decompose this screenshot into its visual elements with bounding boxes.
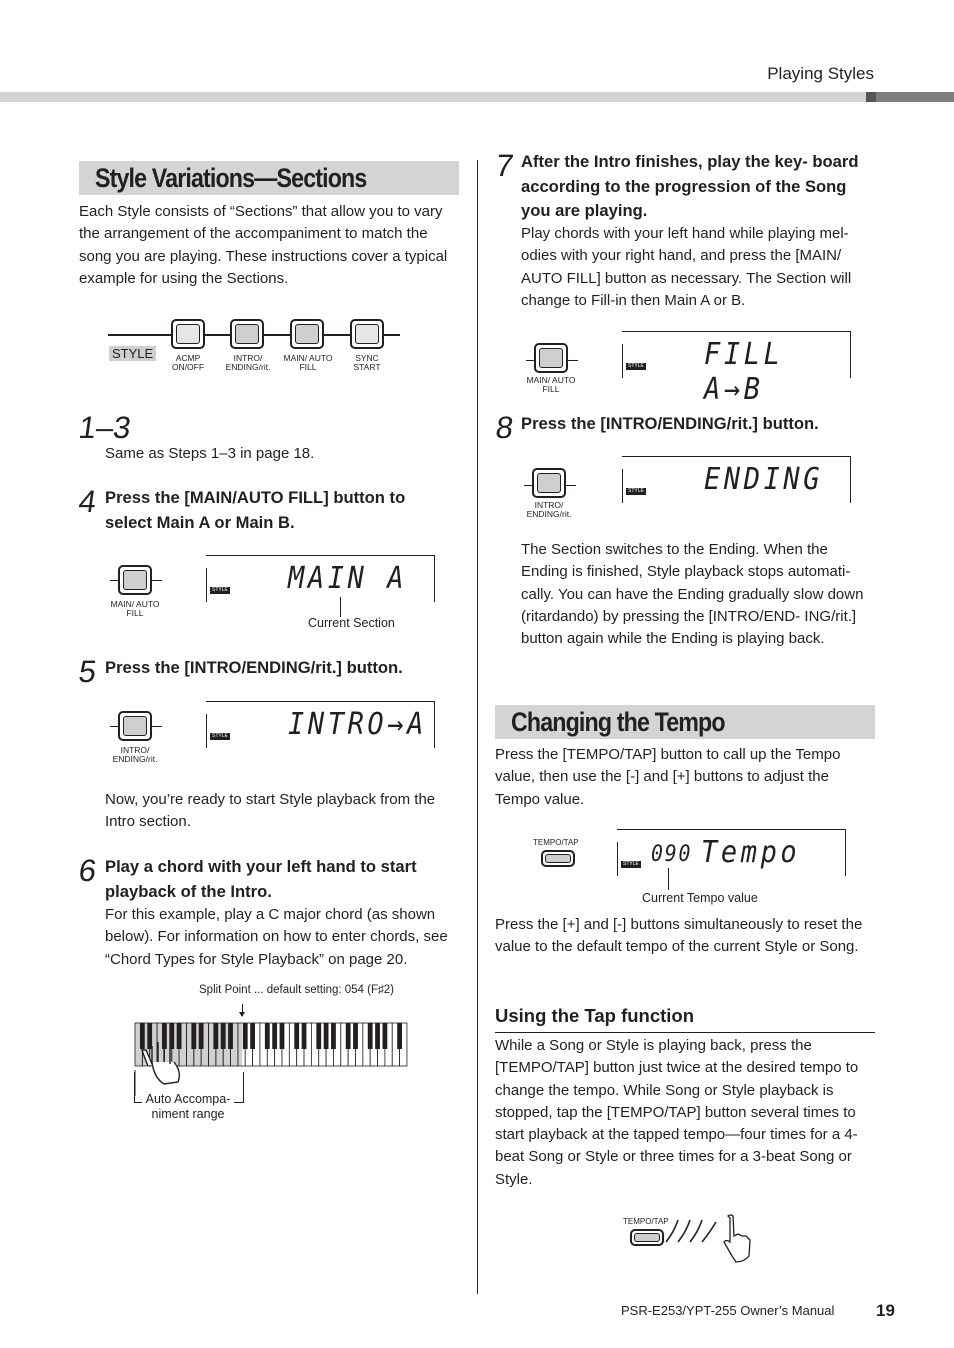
callout-current-section: Current Section (308, 616, 395, 630)
lcd-style-tag: STYLE (212, 587, 228, 593)
sync-start-button[interactable] (350, 319, 384, 349)
footer-manual-title: PSR-E253/YPT-255 Owner’s Manual (621, 1303, 835, 1318)
header-rule-notch (866, 92, 876, 102)
tempo-tap-button[interactable] (630, 1229, 664, 1246)
lcd-style-tag: STYLE (628, 363, 644, 369)
tap-button-label: TEMPO/TAP (623, 1217, 669, 1226)
main-auto-fill-button[interactable] (534, 343, 568, 373)
black-key (272, 1023, 277, 1049)
lcd-display (206, 555, 435, 602)
split-point-label: Split Point ... default setting: 054 (F♯2) (199, 984, 394, 996)
step-body: The Section switches to the Ending. When the Ending is finished, Style playback stops automati- cally. You can have the Ending gradually slow down (ritardando) by pressing the [INTRO/END- ING/rit.] button again while the Ending is playing back. (521, 541, 864, 648)
black-key (383, 1023, 388, 1049)
tap-body: While a Song or Style is playing back, press the [TEMPO/TAP] button just twice at the desired tempo to change the tempo. While Song or Style playback is stopped, tap the [TEMPO/TAP] button several times to start playback at the tapped tempo—four times for a 4-beat Song or Style or three times for a 3-beat Song or Style. (495, 1037, 859, 1188)
black-key (140, 1023, 145, 1049)
lcd-style-tag: STYLE (212, 733, 228, 739)
tempo-intro: Press the [TEMPO/TAP] button to call up the Tempo value, then use the [-] and [+] buttons to adjust the Tempo value. (495, 746, 841, 808)
lcd-text: INTRO→A (288, 707, 427, 742)
lcd-display (206, 701, 435, 748)
section-heading-tempo: Changing the Tempo (495, 705, 875, 739)
panel-buttons-illustration (108, 314, 408, 384)
black-key (250, 1023, 255, 1049)
black-key (191, 1023, 196, 1049)
black-key (324, 1023, 329, 1049)
lcd-text: FILL A→B (704, 337, 784, 407)
step-number: 5 (76, 654, 99, 689)
intro-ending-button[interactable] (118, 711, 152, 741)
step-body: Now, you’re ready to start Style playback from the Intro section. (105, 791, 436, 831)
step-body: For this example, play a C major chord (as shown below). For information on how to enter chords, see “Chord Types for Style Playback” on page 20. (105, 906, 448, 968)
lcd-display (622, 331, 851, 407)
main-auto-fill-button[interactable] (118, 565, 152, 595)
step-title: After the Intro finishes, play the key- board according to the progression of the Song you are playing. (521, 152, 859, 220)
subheading-tap: Using the Tap function (495, 1005, 695, 1026)
black-key (265, 1023, 270, 1049)
black-key (368, 1023, 373, 1049)
main-auto-fill-button[interactable] (290, 319, 324, 349)
tapping-finger-icon (660, 1212, 755, 1264)
black-key (302, 1023, 307, 1049)
black-key (199, 1023, 204, 1049)
step-body: Same as Steps 1–3 in page 18. (105, 445, 315, 462)
callout-current-tempo: Current Tempo value (642, 891, 758, 905)
black-key (243, 1023, 248, 1049)
header-rule-accent (866, 92, 954, 102)
black-key (147, 1023, 152, 1049)
button-label: MAIN/ AUTO FILL (526, 375, 576, 394)
black-key (294, 1023, 299, 1049)
step-number: 7 (493, 148, 516, 183)
lcd-style-tag: STYLE (623, 861, 639, 867)
lcd-text: ENDING (704, 462, 824, 497)
black-key (280, 1023, 285, 1049)
intro-ending-button[interactable] (532, 468, 566, 498)
intro-ending-button[interactable] (230, 319, 264, 349)
black-key (346, 1023, 351, 1049)
black-key (375, 1023, 380, 1049)
black-key (353, 1023, 358, 1049)
acmp-label: ACMP ON/OFF (171, 353, 205, 372)
black-key (213, 1023, 218, 1049)
button-label: INTRO/ ENDING/rit. (526, 500, 572, 519)
tempo-reset-text: Press the [+] and [-] buttons simultaneously to reset the value to the default tempo of the current Style or Song. (495, 916, 863, 956)
subheading-rule (495, 1032, 875, 1033)
lcd-tempo-value: 090 (651, 842, 693, 867)
intro-ending-label: INTRO/ ENDING/rit. (225, 353, 271, 372)
lcd-text: Tempo (701, 835, 801, 870)
running-header: Playing Styles (767, 64, 874, 83)
acmp-button[interactable] (171, 319, 205, 349)
column-divider (477, 160, 478, 1294)
button-label: INTRO/ ENDING/rit. (112, 745, 158, 764)
section-heading-style-variations: Style Variations—Sections (79, 161, 459, 195)
callout-line (668, 868, 669, 890)
step-title: Press the [MAIN/AUTO FILL] button to select Main A or Main B. (105, 488, 406, 532)
intro-paragraph: Each Style consists of “Sections” that allow you to vary the arrangement of the accompaniment to match the song you are playing. These instructions cover a typical example for using the Sections. (79, 203, 448, 287)
style-label: STYLE (109, 346, 156, 361)
lcd-style-tag: STYLE (628, 488, 644, 494)
tempo-button-label: TEMPO/TAP (533, 838, 579, 847)
lcd-display (617, 829, 846, 876)
lcd-text: MAIN A (288, 561, 408, 596)
black-key (169, 1023, 174, 1049)
black-key (177, 1023, 182, 1049)
step-title: Press the [INTRO/ENDING/rit.] button. (105, 658, 403, 677)
step-number: 4 (76, 484, 99, 519)
sync-start-label: SYNC START (353, 353, 381, 372)
step-number: 8 (493, 410, 516, 445)
black-key (221, 1023, 226, 1049)
black-key (228, 1023, 233, 1049)
range-label: Auto Accompa- niment range (142, 1092, 234, 1122)
split-arrow-head (239, 1012, 245, 1017)
step-title: Press the [INTRO/ENDING/rit.] button. (521, 414, 819, 433)
black-key (316, 1023, 321, 1049)
black-key (331, 1023, 336, 1049)
callout-line (340, 597, 341, 617)
step-number: 1–3 (76, 410, 134, 445)
black-key (397, 1023, 402, 1049)
tempo-tap-button[interactable] (541, 850, 575, 867)
main-auto-fill-label: MAIN/ AUTO FILL (283, 353, 333, 372)
step-number: 6 (76, 853, 99, 888)
page-number: 19 (876, 1301, 895, 1320)
button-label: MAIN/ AUTO FILL (110, 599, 160, 618)
lcd-display (622, 456, 851, 503)
step-body: Play chords with your left hand while playing mel- odies with your right hand, and press the [MAIN/ AUTO FILL] button as necessary. The Section will change to Fill-in then Main A or B. (521, 225, 852, 309)
header-rule (0, 92, 866, 102)
step-title: Play a chord with your left hand to start playback of the Intro. (105, 857, 417, 901)
